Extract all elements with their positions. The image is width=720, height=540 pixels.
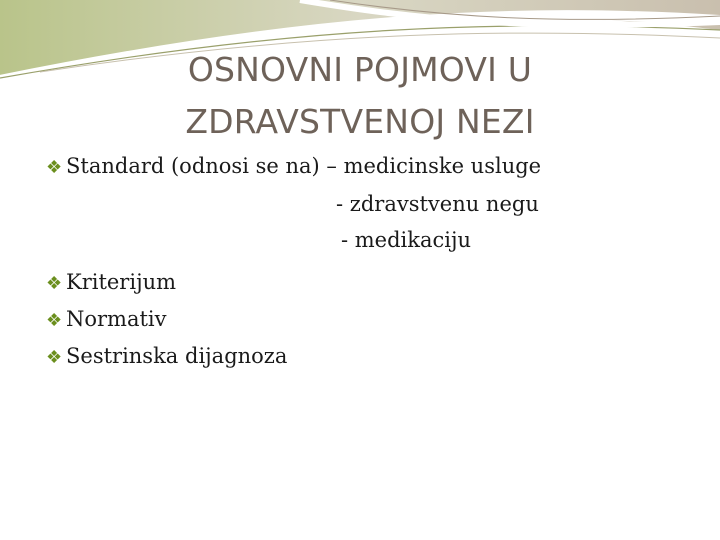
- bullet-text: Standard (odnosi se na) – medicinske usluge: [66, 154, 542, 178]
- diamond-bullet-icon: ❖: [46, 310, 63, 331]
- bullet-text: Sestrinska dijagnoza: [66, 344, 288, 368]
- diamond-bullet-icon: ❖: [46, 347, 63, 368]
- bullet-text: Kriterijum: [66, 270, 177, 294]
- title-line-2: ZDRAVSTVENOJ NEZI: [185, 102, 535, 141]
- bullet-item-standard: [46, 154, 541, 178]
- slide-title: [100, 44, 620, 148]
- sub-line-medikaciju: - medikaciju: [341, 228, 472, 252]
- bullet-item-normativ: [46, 307, 167, 331]
- title-line-1: OSNOVNI POJMOVI U: [187, 50, 533, 89]
- bullet-item-sestrinska-dijagnoza: [46, 344, 287, 368]
- bullet-text: Normativ: [66, 307, 167, 331]
- bullet-item-kriterijum: [46, 270, 176, 294]
- sub-line-zdravstvenu-negu: - zdravstvenu negu: [336, 192, 539, 216]
- diamond-bullet-icon: ❖: [46, 157, 63, 178]
- diamond-bullet-icon: ❖: [46, 273, 63, 294]
